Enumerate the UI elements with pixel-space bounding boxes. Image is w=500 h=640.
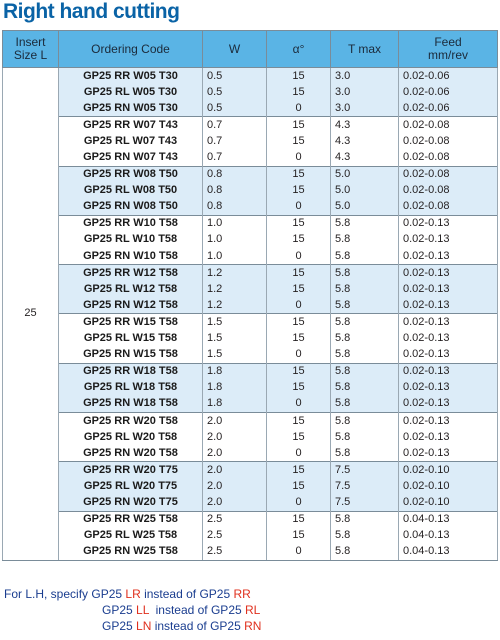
- w-cell: 0.8: [203, 183, 267, 199]
- w-cell: 1.2: [203, 297, 267, 314]
- alpha-cell: 0: [267, 396, 331, 413]
- w-cell: 2.5: [203, 544, 267, 561]
- alpha-cell: 0: [267, 445, 331, 462]
- w-cell: 1.8: [203, 380, 267, 396]
- feed-cell: 0.02-0.13: [399, 347, 498, 364]
- ordering-code-cell: GP25 RN W15 T58: [59, 347, 203, 364]
- w-cell: 1.8: [203, 363, 267, 380]
- ordering-code-cell: GP25 RR W07 T43: [59, 117, 203, 134]
- alpha-cell: 15: [267, 511, 331, 528]
- tmax-cell: 5.8: [331, 380, 399, 396]
- table-row: [3, 248, 498, 265]
- table-row: [3, 429, 498, 445]
- ordering-code-cell: GP25 RL W20 T75: [59, 478, 203, 494]
- alpha-cell: 15: [267, 215, 331, 232]
- feed-cell: 0.04-0.13: [399, 528, 498, 544]
- alpha-cell: 0: [267, 494, 331, 511]
- tmax-cell: 5.0: [331, 166, 399, 183]
- table-row: [3, 511, 498, 528]
- feed-cell: 0.02-0.13: [399, 215, 498, 232]
- w-cell: 2.0: [203, 412, 267, 429]
- alpha-cell: 15: [267, 232, 331, 248]
- tmax-cell: 5.8: [331, 314, 399, 331]
- ordering-code-cell: GP25 RN W08 T50: [59, 199, 203, 216]
- alpha-cell: 15: [267, 68, 331, 85]
- w-cell: 0.5: [203, 84, 267, 100]
- alpha-cell: 15: [267, 84, 331, 100]
- alpha-cell: 15: [267, 363, 331, 380]
- ordering-code-cell: GP25 RL W12 T58: [59, 281, 203, 297]
- ordering-code-cell: GP25 RN W10 T58: [59, 248, 203, 265]
- tmax-cell: 5.8: [331, 429, 399, 445]
- tmax-cell: 5.0: [331, 199, 399, 216]
- table-row: [3, 331, 498, 347]
- feed-cell: 0.02-0.13: [399, 314, 498, 331]
- feed-cell: 0.02-0.13: [399, 380, 498, 396]
- feed-cell: 0.02-0.10: [399, 494, 498, 511]
- feed-cell: 0.04-0.13: [399, 511, 498, 528]
- w-cell: 2.0: [203, 462, 267, 479]
- header-ordering-code: Ordering Code: [59, 31, 203, 68]
- table-row: [3, 166, 498, 183]
- feed-cell: 0.02-0.13: [399, 248, 498, 265]
- table-row: [3, 445, 498, 462]
- w-cell: 0.5: [203, 68, 267, 85]
- table-body: [3, 68, 498, 561]
- alpha-cell: 15: [267, 462, 331, 479]
- insert-size-cell: 25: [3, 68, 59, 561]
- footnote-line: GP25 LN instead of GP25 RN: [102, 619, 262, 633]
- w-cell: 0.8: [203, 166, 267, 183]
- alpha-cell: 15: [267, 528, 331, 544]
- ordering-code-cell: GP25 RN W12 T58: [59, 297, 203, 314]
- header-alpha: α°: [267, 31, 331, 68]
- ordering-code-cell: GP25 RR W08 T50: [59, 166, 203, 183]
- table-header-row: [3, 31, 498, 68]
- w-cell: 2.0: [203, 429, 267, 445]
- w-cell: 0.7: [203, 117, 267, 134]
- ordering-code-cell: GP25 RR W20 T75: [59, 462, 203, 479]
- w-cell: 2.0: [203, 445, 267, 462]
- tmax-cell: 5.8: [331, 297, 399, 314]
- table-row: [3, 281, 498, 297]
- feed-cell: 0.02-0.06: [399, 68, 498, 85]
- w-cell: 2.0: [203, 494, 267, 511]
- w-cell: 2.5: [203, 528, 267, 544]
- feed-cell: 0.02-0.06: [399, 84, 498, 100]
- feed-cell: 0.02-0.10: [399, 462, 498, 479]
- alpha-cell: 15: [267, 478, 331, 494]
- tmax-cell: 3.0: [331, 68, 399, 85]
- feed-cell: 0.02-0.13: [399, 281, 498, 297]
- ordering-code-cell: GP25 RL W07 T43: [59, 133, 203, 149]
- alpha-cell: 15: [267, 183, 331, 199]
- tmax-cell: 4.3: [331, 149, 399, 166]
- tmax-cell: 5.0: [331, 183, 399, 199]
- footnote-prefix: For L.H, specify: [4, 587, 89, 601]
- alpha-cell: 15: [267, 429, 331, 445]
- footnote: [4, 586, 261, 634]
- ordering-code-cell: GP25 RN W18 T58: [59, 396, 203, 413]
- alpha-cell: 0: [267, 544, 331, 561]
- ordering-code-cell: GP25 RL W15 T58: [59, 331, 203, 347]
- alpha-cell: 15: [267, 265, 331, 282]
- table-row: [3, 494, 498, 511]
- feed-cell: 0.02-0.08: [399, 183, 498, 199]
- ordering-code-cell: GP25 RL W18 T58: [59, 380, 203, 396]
- feed-cell: 0.02-0.10: [399, 478, 498, 494]
- ordering-code-cell: GP25 RR W18 T58: [59, 363, 203, 380]
- ordering-code-cell: GP25 RL W25 T58: [59, 528, 203, 544]
- alpha-cell: 15: [267, 117, 331, 134]
- alpha-cell: 15: [267, 133, 331, 149]
- table-row: [3, 347, 498, 364]
- ordering-code-cell: GP25 RL W08 T50: [59, 183, 203, 199]
- alpha-cell: 15: [267, 166, 331, 183]
- tmax-cell: 7.5: [331, 462, 399, 479]
- w-cell: 1.5: [203, 347, 267, 364]
- tmax-cell: 3.0: [331, 100, 399, 117]
- header-tmax: T max: [331, 31, 399, 68]
- tmax-cell: 4.3: [331, 117, 399, 134]
- tmax-cell: 5.8: [331, 347, 399, 364]
- w-cell: 1.0: [203, 248, 267, 265]
- footnote-line: GP25 LL instead of GP25 RL: [102, 603, 261, 617]
- table-row: [3, 265, 498, 282]
- tmax-cell: 5.8: [331, 331, 399, 347]
- w-cell: 0.7: [203, 149, 267, 166]
- tmax-cell: 5.8: [331, 528, 399, 544]
- table-row: [3, 412, 498, 429]
- alpha-cell: 15: [267, 380, 331, 396]
- alpha-cell: 0: [267, 199, 331, 216]
- table-row: [3, 149, 498, 166]
- tmax-cell: 5.8: [331, 544, 399, 561]
- page-title: Right hand cutting: [3, 0, 180, 23]
- tmax-cell: 4.3: [331, 133, 399, 149]
- table-row: [3, 232, 498, 248]
- feed-cell: 0.02-0.13: [399, 429, 498, 445]
- ordering-code-cell: GP25 RN W05 T30: [59, 100, 203, 117]
- w-cell: 1.0: [203, 232, 267, 248]
- alpha-cell: 0: [267, 149, 331, 166]
- table-row: [3, 183, 498, 199]
- ordering-code-cell: GP25 RL W20 T58: [59, 429, 203, 445]
- table-row: [3, 363, 498, 380]
- w-cell: 0.8: [203, 199, 267, 216]
- tmax-cell: 5.8: [331, 265, 399, 282]
- w-cell: 1.2: [203, 281, 267, 297]
- w-cell: 0.7: [203, 133, 267, 149]
- feed-cell: 0.02-0.08: [399, 117, 498, 134]
- w-cell: 1.0: [203, 215, 267, 232]
- ordering-code-cell: GP25 RN W20 T75: [59, 494, 203, 511]
- w-cell: 1.8: [203, 396, 267, 413]
- feed-cell: 0.02-0.13: [399, 412, 498, 429]
- table-row: [3, 462, 498, 479]
- feed-cell: 0.02-0.06: [399, 100, 498, 117]
- footnote-line: For L.H, specify GP25 LR instead of GP25 RR: [4, 587, 251, 601]
- spec-table: [2, 30, 498, 561]
- w-cell: 0.5: [203, 100, 267, 117]
- tmax-cell: 5.8: [331, 363, 399, 380]
- tmax-cell: 5.8: [331, 396, 399, 413]
- alpha-cell: 15: [267, 281, 331, 297]
- header-w: W: [203, 31, 267, 68]
- ordering-code-cell: GP25 RR W20 T58: [59, 412, 203, 429]
- alpha-cell: 0: [267, 297, 331, 314]
- header-insert-size: Insert Size L: [3, 31, 59, 68]
- feed-cell: 0.02-0.13: [399, 396, 498, 413]
- table-row: [3, 380, 498, 396]
- table-row: [3, 544, 498, 561]
- table-row: [3, 100, 498, 117]
- tmax-cell: 5.8: [331, 412, 399, 429]
- table-row: [3, 133, 498, 149]
- w-cell: 1.5: [203, 331, 267, 347]
- tmax-cell: 5.8: [331, 281, 399, 297]
- alpha-cell: 15: [267, 412, 331, 429]
- table-row: [3, 396, 498, 413]
- table-row: [3, 84, 498, 100]
- table-row: [3, 314, 498, 331]
- tmax-cell: 5.8: [331, 445, 399, 462]
- feed-cell: 0.02-0.13: [399, 265, 498, 282]
- table-row: [3, 215, 498, 232]
- w-cell: 1.2: [203, 265, 267, 282]
- table-row: [3, 117, 498, 134]
- ordering-code-cell: GP25 RN W25 T58: [59, 544, 203, 561]
- tmax-cell: 5.8: [331, 248, 399, 265]
- feed-cell: 0.02-0.08: [399, 199, 498, 216]
- w-cell: 1.5: [203, 314, 267, 331]
- alpha-cell: 0: [267, 248, 331, 265]
- ordering-code-cell: GP25 RR W05 T30: [59, 68, 203, 85]
- w-cell: 2.0: [203, 478, 267, 494]
- alpha-cell: 15: [267, 331, 331, 347]
- feed-cell: 0.02-0.08: [399, 133, 498, 149]
- alpha-cell: 0: [267, 347, 331, 364]
- alpha-cell: 15: [267, 314, 331, 331]
- table-row: [3, 478, 498, 494]
- table-row: [3, 199, 498, 216]
- tmax-cell: 3.0: [331, 84, 399, 100]
- feed-cell: 0.02-0.13: [399, 445, 498, 462]
- table-row: [3, 68, 498, 85]
- ordering-code-cell: GP25 RR W25 T58: [59, 511, 203, 528]
- w-cell: 2.5: [203, 511, 267, 528]
- header-feed: Feed mm/rev: [399, 31, 498, 68]
- table-row: [3, 528, 498, 544]
- ordering-code-cell: GP25 RR W12 T58: [59, 265, 203, 282]
- tmax-cell: 5.8: [331, 232, 399, 248]
- feed-cell: 0.02-0.08: [399, 166, 498, 183]
- tmax-cell: 5.8: [331, 215, 399, 232]
- table-row: [3, 297, 498, 314]
- feed-cell: 0.02-0.08: [399, 149, 498, 166]
- ordering-code-cell: GP25 RR W15 T58: [59, 314, 203, 331]
- ordering-code-cell: GP25 RN W07 T43: [59, 149, 203, 166]
- feed-cell: 0.02-0.13: [399, 297, 498, 314]
- tmax-cell: 5.8: [331, 511, 399, 528]
- ordering-code-cell: GP25 RR W10 T58: [59, 215, 203, 232]
- tmax-cell: 7.5: [331, 494, 399, 511]
- ordering-code-cell: GP25 RL W05 T30: [59, 84, 203, 100]
- feed-cell: 0.04-0.13: [399, 544, 498, 561]
- feed-cell: 0.02-0.13: [399, 331, 498, 347]
- ordering-code-cell: GP25 RN W20 T58: [59, 445, 203, 462]
- feed-cell: 0.02-0.13: [399, 363, 498, 380]
- ordering-code-cell: GP25 RL W10 T58: [59, 232, 203, 248]
- tmax-cell: 7.5: [331, 478, 399, 494]
- feed-cell: 0.02-0.13: [399, 232, 498, 248]
- alpha-cell: 0: [267, 100, 331, 117]
